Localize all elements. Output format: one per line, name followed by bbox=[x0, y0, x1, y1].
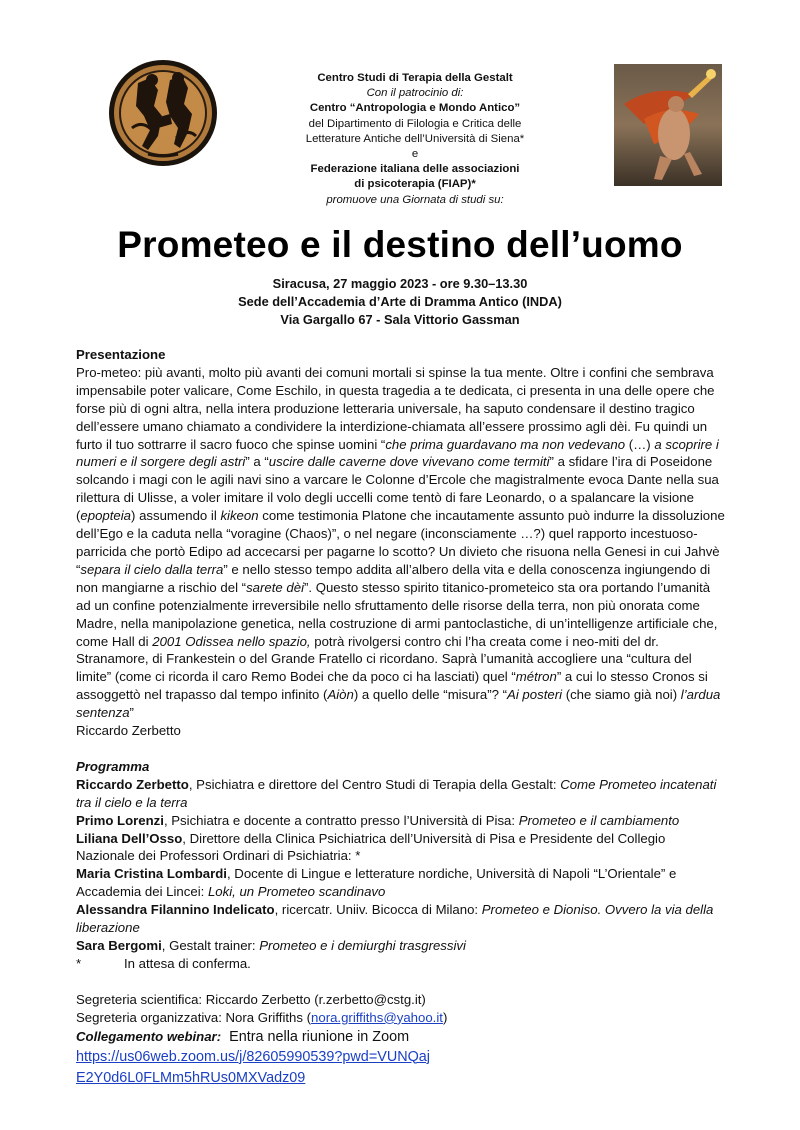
patron-centre-name: Centro “Antropologia e Mondo Antico” bbox=[309, 102, 521, 115]
prometheus-painting-image bbox=[614, 64, 722, 186]
program-item: Alessandra Filannino Indelicato, ricercatr. Uniiv. Bicocca di Milano: Prometeo e Dioniso. Ovvero la via della liberazione bbox=[76, 902, 714, 936]
scientific-secretariat: Segreteria scientifica: Riccardo Zerbetto (r.zerbetto@cstg.it) bbox=[76, 991, 426, 1007]
webinar-text: Entra nella riunione in Zoom bbox=[229, 1028, 410, 1045]
confirmation-note: * In attesa di conferma. bbox=[76, 955, 251, 971]
webinar-line bbox=[76, 1027, 726, 1047]
event-address: Via Gargallo 67 - Sala Vittorio Gassman bbox=[280, 312, 520, 327]
program-item: Riccardo Zerbetto, Psichiatra e direttore del Centro Studi di Terapia della Gestalt: Come Prometeo incatenati tra il cielo e la terra bbox=[76, 776, 717, 810]
program-item: Primo Lorenzi, Psichiatra e docente a contratto presso l’Università di Pisa: Prometeo e il cambiamento bbox=[76, 812, 680, 828]
webinar-label: Collegamento webinar: bbox=[76, 1028, 222, 1044]
program-item: Liliana Dell’Osso, Direttore della Clinica Psichiatrica dell’Università di Pisa e Presidente del Collegio Nazionale dei Professori Ordinari di Psichiatria: * bbox=[76, 830, 666, 864]
greek-vase-medallion-image bbox=[108, 58, 218, 168]
presentation-heading: Presentazione bbox=[76, 347, 166, 362]
page-title: Prometeo e il destino dell’uomo bbox=[117, 224, 683, 265]
header-sponsors bbox=[250, 71, 580, 208]
program-heading: Programma bbox=[76, 758, 150, 774]
event-venue bbox=[0, 275, 800, 329]
event-date-time: Siracusa, 27 maggio 2023 - ore 9.30–13.30 bbox=[272, 276, 528, 291]
promotes-label: promuove una Giornata di studi su: bbox=[326, 193, 504, 206]
zoom-link-line2[interactable]: E2Y0d6L0FLMm5hRUs0MXVadz09 bbox=[76, 1069, 306, 1086]
event-location: Sede dell’Accademia d’Arte di Dramma Antico (INDA) bbox=[238, 294, 562, 309]
program-item: Maria Cristina Lombardi, Docente di Lingue e letterature nordiche, Università di Napoli “L’Orientale” e Accademia dei Lincei: Loki, un Prometeo scandinavo bbox=[76, 866, 677, 900]
patronage-label: Con il patrocinio di: bbox=[366, 87, 464, 100]
conjunction: e bbox=[411, 148, 419, 161]
presentation-text: Pro-meteo: più avanti, molto più avanti dei comuni mortali si spinse la tua mente. Oltre i confini che sembrava impensabile poter valicare, Come Eschilo, in questa tragedia a te dedicata, ci presenta in una delle opere che forse più di ogni altra, nella intera produzione letteraria universale, ha saputo condensare il destino tragico dell’essere umano chiamato a condividere la interdizione-chiamata all’essere prossimo agli dèi. Fu quindi un furto il tuo sottrarre il sacro fuoco che spinse uomini “che prima guardavano ma non vedevano (…) a scoprire i numeri e il sorgere degli astri” a “uscire dalle caverne dove vivevano come termiti” a sfidare l’ira di Poseidone solcando i magi con le agili navi sino a varcare le Colonne d’Ercole che magistralmente evoca Dante nella sua rilettura di Ulisse, a voler imitare il volo degli uccelli come tentò di fare Leonardo, o a spalancare la visione (epopteia) assumendo il kikeon come testimonia Platone che incautamente assunto può indurre la dissoluzione dell’Ego e la caduta nella “voragine (Chaos)”, o nel negare (inconsciamente …?) quel rapporto incestuoso-parricida che portò Edipo ad accecarsi per pagarne lo scotto? Un divieto che risuona nella Genesi in cui Jahvè “separa il cielo dalla terra” e nello stesso tempo addita all’albero della vita e della conoscenza ingiungendo di non mangiarne a rischio del “sarete dèi”. Questo stesso spirito titanico-prometeico sta ora portando l’umanità ad un confine potenzialmente irreversibile nello sfruttamento delle risorse della terra, non più onorata come Madre, nella manipolazione genetica, nella costruzione di armi pantoclastiche, di un’intelligenze artificiale che, come Hall di 2001 Odissea nello spazio, potrà rivolgersi contro chi l’ha creata come i neo-miti del dr. Stranamore, di Frankestein o del Grande Fratello ci ricordano. Saprà l’umanità accogliere una “cultura del limite” (come ci ricorda il caro Remo Bodei che da poco ci ha lasciati) quel “métron” a cui lo stesso Cronos si assoggettò nel trapasso dal tempo infinito (Aiòn) a quello delle “misura”? “Ai posteri (che siamo già noi) l’ardua sentenza” bbox=[76, 364, 725, 721]
program-item: Sara Bergomi, Gestalt trainer: Prometeo e i demiurghi trasgressivi bbox=[76, 938, 466, 953]
organizer-name: Centro Studi di Terapia della Gestalt bbox=[317, 72, 513, 84]
federation-name-line1: Federazione italiana delle associazioni bbox=[310, 163, 520, 176]
organizing-secretariat: Segreteria organizzativa: Nora Griffiths (nora.griffiths@yahoo.it) bbox=[76, 1009, 448, 1025]
patron-department-line2: Letterature Antiche dell’Università di Siena* bbox=[305, 132, 525, 145]
zoom-link-line1[interactable]: https://us06web.zoom.us/j/82605990539?pwd=VUNQaj bbox=[76, 1048, 430, 1065]
main-content bbox=[76, 346, 726, 1089]
organizer-email-link[interactable]: nora.griffiths@yahoo.it bbox=[311, 1009, 443, 1025]
federation-name-line2: di psicoterapia (FIAP)* bbox=[354, 178, 476, 191]
presentation-author: Riccardo Zerbetto bbox=[76, 723, 181, 739]
patron-department-line1: del Dipartimento di Filologia e Critica delle bbox=[308, 117, 522, 130]
